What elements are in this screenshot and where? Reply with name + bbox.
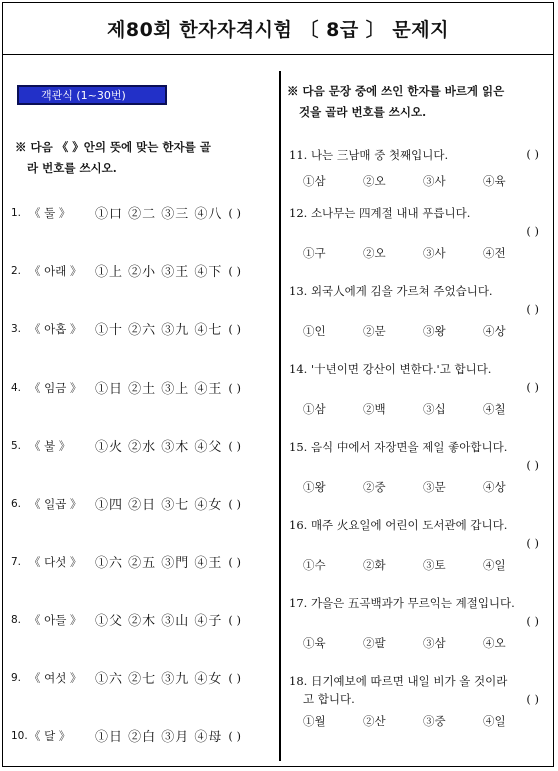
answer-blank[interactable]: ( ) [228, 554, 242, 569]
left-instruction [15, 137, 277, 179]
answer-blank[interactable]: ( ) [526, 302, 539, 316]
question-row [11, 378, 241, 397]
right-instruction-line2: 것을 골라 번호를 쓰시오. [299, 105, 427, 119]
answer-option[interactable]: ②화 [363, 558, 386, 572]
answer-options [289, 479, 547, 495]
answer-blank[interactable]: ( ) [228, 263, 242, 278]
question-block [289, 361, 547, 417]
answer-option[interactable]: ③삼 [423, 636, 446, 650]
answer-option[interactable]: ③문 [423, 480, 446, 494]
answer-option[interactable]: ④육 [483, 174, 506, 188]
question-number: 1. [11, 206, 22, 219]
answer-blank[interactable]: ( ) [526, 224, 539, 238]
answer-options [289, 401, 547, 417]
answer-blank[interactable]: ( ) [526, 614, 539, 628]
question-word: 《 달 》 [29, 728, 71, 743]
answer-option[interactable]: ②오 [363, 246, 386, 260]
answer-options: ①上 ②小 ③王 ④下 [95, 265, 223, 280]
answer-option[interactable]: ④전 [483, 246, 506, 260]
question-word: 《 임금 》 [29, 380, 82, 395]
answer-option[interactable]: ③왕 [423, 324, 446, 338]
answer-blank[interactable]: ( ) [526, 458, 539, 472]
question-block [289, 595, 547, 651]
answer-options [289, 635, 547, 651]
answer-blank[interactable]: ( ) [526, 380, 539, 394]
answer-blank[interactable]: ( ) [228, 496, 242, 511]
answer-option[interactable]: ③사 [423, 246, 446, 260]
question-row [11, 494, 241, 513]
answer-blank[interactable]: ( ) [228, 321, 242, 336]
answer-blank[interactable]: ( ) [526, 536, 539, 550]
answer-option[interactable]: ④일 [483, 558, 506, 572]
question-number: 4. [11, 381, 22, 394]
answer-options: ①六 ②七 ③九 ④女 [95, 672, 223, 687]
left-instruction-line2: 라 번호를 쓰시오. [27, 161, 117, 175]
question-text: 15. 음식 中에서 자장면을 제일 좋아합니다. [289, 440, 508, 454]
right-instruction [287, 81, 553, 123]
question-text: 12. 소나무는 四계절 내내 푸릅니다. [289, 206, 471, 220]
answer-options: ①十 ②六 ③九 ④七 [95, 323, 223, 338]
answer-option[interactable]: ①수 [303, 558, 326, 572]
answer-blank[interactable]: ( ) [228, 438, 242, 453]
answer-options [289, 173, 547, 189]
answer-option[interactable]: ②문 [363, 324, 386, 338]
answer-option[interactable]: ①왕 [303, 480, 326, 494]
answer-option[interactable]: ②오 [363, 174, 386, 188]
answer-options [289, 245, 547, 261]
question-number: 7. [11, 555, 22, 568]
answer-option[interactable]: ①삼 [303, 174, 326, 188]
question-text: 13. 외국人에게 김을 가르쳐 주었습니다. [289, 284, 493, 298]
answer-option[interactable]: ②산 [363, 714, 386, 728]
question-row [11, 319, 241, 338]
question-word: 《 일곱 》 [29, 496, 82, 511]
answer-options: ①口 ②二 ③三 ④八 [95, 207, 223, 222]
answer-option[interactable]: ③중 [423, 714, 446, 728]
question-block [289, 283, 547, 339]
question-text: 11. 나는 三남매 중 첫째입니다. [289, 148, 449, 162]
answer-blank[interactable]: ( ) [526, 692, 539, 706]
question-row [11, 552, 241, 571]
question-row [11, 668, 241, 687]
answer-options: ①火 ②水 ③木 ④父 [95, 440, 223, 455]
question-number: 5. [11, 439, 22, 452]
answer-blank[interactable]: ( ) [228, 380, 242, 395]
question-row [11, 436, 241, 455]
question-number: 2. [11, 264, 22, 277]
section-badge: 객관식 (1~30번) [17, 85, 167, 105]
question-number: 10. [11, 729, 28, 742]
answer-blank[interactable]: ( ) [526, 147, 539, 161]
answer-blank[interactable]: ( ) [228, 612, 242, 627]
answer-options: ①父 ②木 ③山 ④子 [95, 614, 223, 629]
title-bar [3, 3, 553, 55]
answer-option[interactable]: ①삼 [303, 402, 326, 416]
answer-options [289, 713, 547, 729]
answer-options: ①六 ②五 ③門 ④王 [95, 556, 223, 571]
question-word: 《 아래 》 [29, 263, 82, 278]
question-number: 3. [11, 322, 22, 335]
question-text-cont: 고 합니다. [303, 692, 355, 706]
question-word: 《 아들 》 [29, 612, 82, 627]
answer-options [289, 557, 547, 573]
question-word: 《 여섯 》 [29, 670, 82, 685]
question-text: 14. '十년이면 강산이 변한다.'고 합니다. [289, 362, 492, 376]
answer-option[interactable]: ④오 [483, 636, 506, 650]
question-number: 6. [11, 497, 22, 510]
answer-option[interactable]: ①월 [303, 714, 326, 728]
right-instruction-line1: ※ 다음 문장 중에 쓰인 한자를 바르게 읽은 [287, 84, 505, 98]
question-number: 9. [11, 671, 22, 684]
answer-option[interactable]: ②팔 [363, 636, 386, 650]
page-title: 제80회 한자자격시험 〔 8급 〕 문제지 [107, 19, 449, 41]
answer-option[interactable]: ④칠 [483, 402, 506, 416]
question-block [289, 205, 547, 261]
question-block [289, 517, 547, 573]
question-block [289, 147, 547, 189]
answer-option[interactable]: ①육 [303, 636, 326, 650]
question-row [11, 203, 241, 222]
answer-option[interactable]: ②백 [363, 402, 386, 416]
answer-option[interactable]: ③사 [423, 174, 446, 188]
question-word: 《 불 》 [29, 438, 71, 453]
answer-blank[interactable]: ( ) [228, 205, 242, 220]
answer-options [289, 323, 547, 339]
answer-option[interactable]: ②중 [363, 480, 386, 494]
answer-option[interactable]: ③십 [423, 402, 446, 416]
question-text: 16. 매주 火요일에 어린이 도서관에 갑니다. [289, 518, 508, 532]
answer-option[interactable]: ③토 [423, 558, 446, 572]
question-row [11, 261, 241, 280]
answer-options: ①四 ②日 ③七 ④女 [95, 498, 223, 513]
question-word: 《 아홉 》 [29, 321, 82, 336]
answer-blank[interactable]: ( ) [228, 728, 242, 743]
exam-page [2, 2, 554, 767]
column-divider [279, 71, 281, 761]
answer-options: ①日 ②白 ③月 ④母 [95, 730, 223, 745]
question-row [11, 610, 241, 629]
answer-option[interactable]: ①구 [303, 246, 326, 260]
question-number: 8. [11, 613, 22, 626]
question-text: 18. 日기예보에 따르면 내일 비가 올 것이라 [289, 674, 508, 688]
question-word: 《 다섯 》 [29, 554, 82, 569]
answer-option[interactable]: ④상 [483, 480, 506, 494]
answer-blank[interactable]: ( ) [228, 670, 242, 685]
answer-option[interactable]: ①인 [303, 324, 326, 338]
answer-option[interactable]: ④일 [483, 714, 506, 728]
answer-options: ①日 ②土 ③上 ④王 [95, 382, 223, 397]
question-block [289, 673, 547, 729]
question-word: 《 둘 》 [29, 205, 71, 220]
answer-option[interactable]: ④상 [483, 324, 506, 338]
question-row [11, 726, 241, 745]
left-instruction-line1: ※ 다음 《 》안의 뜻에 맞는 한자를 골 [15, 140, 211, 154]
question-block [289, 439, 547, 495]
question-text: 17. 가을은 五곡백과가 무르익는 계절입니다. [289, 596, 515, 610]
